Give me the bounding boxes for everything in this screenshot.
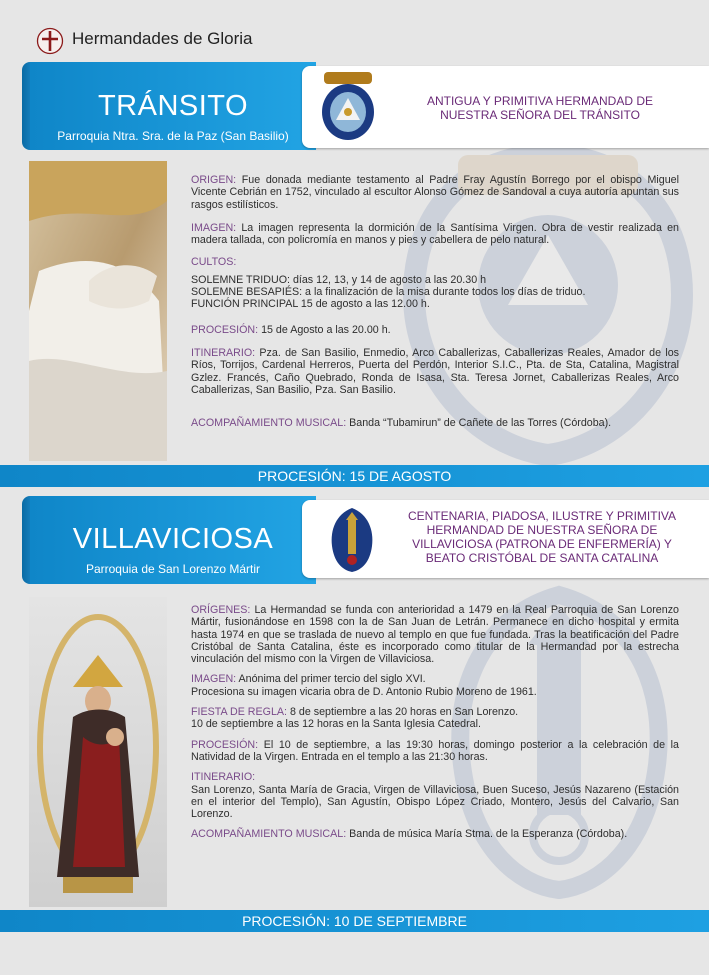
villaviciosa-parish: Parroquia de San Lorenzo Mártir: [85, 562, 261, 576]
villaviciosa-procesion: [191, 739, 679, 764]
transito-parish: Parroquia Ntra. Sra. de la Paz (San Basilio): [57, 129, 289, 143]
villaviciosa-fiesta-2: 10 de septiembre a las 12 horas en la Santa Iglesia Catedral.: [191, 718, 481, 731]
cross-icon: [36, 27, 64, 55]
villaviciosa-procesion-bar: [0, 910, 709, 932]
transito-cultos-1-text: días 12, 13, y 14 de agosto a las 20.30 h: [289, 273, 487, 286]
villaviciosa-procesion-text: El 10 de septiembre, a las 19:30 horas, domingo posterior a la celebración de la Natividad de la Virgen. Entrada en el templo a las 21:30 horas.: [191, 738, 679, 763]
page-title: Hermandades de Gloria: [72, 29, 253, 48]
villaviciosa-card: [302, 500, 709, 578]
transito-card: [302, 66, 709, 148]
villaviciosa-shield-icon: [328, 504, 376, 574]
villaviciosa-imagen-2: Procesiona su imagen vicaria obra de D. Antonio Rubio Moreno de 1961.: [191, 685, 537, 698]
villaviciosa-banner: [30, 496, 316, 584]
transito-cultos-2-label: SOLEMNE BESAPIÉS:: [191, 286, 303, 299]
transito-cultos-1: [191, 274, 679, 286]
transito-cultos-3-label: FUNCIÓN PRINCIPAL: [191, 298, 298, 311]
transito-imagen-label: IMAGEN:: [191, 221, 237, 234]
transito-procesion-label: PROCESIÓN:: [191, 323, 259, 336]
transito-musical-label: ACOMPAÑAMIENTO MUSICAL:: [191, 417, 347, 430]
villaviciosa-fiesta: [191, 706, 679, 718]
transito-shield-icon: [316, 70, 380, 144]
villaviciosa-musical-text: Banda de música María Stma. de la Esperanza (Córdoba).: [346, 828, 628, 841]
transito-procesion-text: 15 de Agosto a las 20.00 h.: [258, 323, 391, 336]
villaviciosa-fiesta-text-1: 8 de septiembre a las 20 horas en San Lorenzo.: [287, 706, 519, 719]
villaviciosa-imagen-label: IMAGEN:: [191, 673, 237, 686]
transito-procesion: [191, 324, 679, 336]
transito-origen-label: ORIGEN:: [191, 174, 237, 186]
transito-cultos-3: [191, 298, 679, 310]
transito-banner: [30, 62, 316, 150]
villaviciosa-origenes-text: La Hermandad se funda con anterioridad a 1479 en la Real Parroquia de San Lorenzo Mártir, fusionándose en 1598 con la de San Juan de Letrán. Permanece en dicho hospital y ermita hasta 1974 en que se traslada de nuevo al templo en que fue fundada. Tras la beatificación del Padre Cristóbal de Santa Catalina, éste es incorporado como titular de la Hermandad por la estrecha vinculación del mismo con la Virgen de Villaviciosa.: [191, 604, 679, 666]
villaviciosa-origenes: [191, 604, 679, 665]
villaviciosa-fiesta-label: FIESTA DE REGLA:: [191, 706, 288, 719]
transito-cultos-3-text: 15 de agosto a las 12.00 h.: [297, 298, 430, 311]
transito-procesion-bar: [0, 465, 709, 487]
transito-itinerario: [191, 347, 679, 396]
villaviciosa-musical-label: ACOMPAÑAMIENTO MUSICAL:: [191, 828, 347, 841]
villaviciosa-itinerario-label: ITINERARIO:: [191, 771, 256, 784]
villaviciosa-origenes-label: ORÍGENES:: [191, 604, 251, 616]
transito-imagen: [191, 222, 679, 247]
villaviciosa-procesion-label: PROCESIÓN:: [191, 738, 259, 751]
transito-name: TRÁNSITO: [97, 90, 249, 122]
villaviciosa-details: [191, 604, 679, 841]
transito-image: [29, 161, 167, 461]
transito-details: [191, 174, 679, 429]
villaviciosa-bar-text: PROCESIÓN: 10 DE SEPTIEMBRE: [242, 913, 467, 929]
transito-bar-text: PROCESIÓN: 15 DE AGOSTO: [257, 468, 452, 484]
villaviciosa-musical: [191, 828, 679, 840]
transito-musical: [191, 417, 679, 429]
transito-cultos-2-text: a la finalización de la misa durante todos los días de triduo.: [302, 286, 586, 299]
transito-cultos-1-label: SOLEMNE TRIDUO:: [191, 273, 290, 286]
transito-musical-text: Banda “Tubamirun” de Cañete de las Torres (Córdoba).: [346, 417, 612, 430]
transito-origen: [191, 174, 679, 211]
villaviciosa-imagen-text-1: Anónima del primer tercio del siglo XVI.: [236, 673, 426, 686]
transito-cultos-label: CULTOS:: [191, 256, 237, 269]
villaviciosa-itinerario: San Lorenzo, Santa María de Gracia, Virgen de Villaviciosa, Buen Suceso, Jesús Nazareno (Estación en el interior del Templo), San Agustín, Obispo López Criado, Montero, Jesús del Calvario, San Lorenzo.: [191, 783, 679, 821]
transito-itinerario-label: ITINERARIO:: [191, 346, 256, 359]
villaviciosa-name: VILLAVICIOSA: [72, 523, 274, 555]
transito-cultos-2: [191, 286, 679, 298]
transito-origen-text: Fue donada mediante testamento al Padre Fray Agustín Borrego por el obispo Miguel Vicente Cebrián en 1752, vinculado al escultor Alonso Gómez de Sandoval a cuya autoría apuntan sus rasgos estilísticos.: [191, 174, 679, 211]
villaviciosa-imagen: [191, 673, 679, 685]
villaviciosa-card-title: CENTENARIA, PIADOSA, ILUSTRE Y PRIMITIVA HERMANDAD DE NUESTRA SEÑORA DE VILLAVICIOSA (PATRONA DE ENFERMERÍA) Y BEATO CRISTÓBAL DE SANTA CATALINA: [407, 509, 677, 565]
transito-card-title: ANTIGUA Y PRIMITIVA HERMANDAD DE NUESTRA SEÑORA DEL TRÁNSITO: [426, 94, 654, 122]
transito-imagen-text: La imagen representa la dormición de la Santísima Virgen. Obra de vestir realizada en madera tallada, con policromía en manos y pies y cabellera de pelo natural.: [191, 221, 679, 247]
transito-itinerario-text: Pza. de San Basilio, Enmedio, Arco Caballerizas, Caballerizas Reales, Amador de los Ríos, Torrijos, Cardenal Herreros, Puerta del Perdón, Interior S.I.C., Pta. de Sta, Catalina, Magistral Gzlez. Francés, Caño Quebrado, Ronda de Isasa, Sta. Teresa Jornet, Caballerizas Reales, Arco Caballerizas, San Basilio, Pza. San Basilio.: [191, 346, 679, 396]
villaviciosa-image: [29, 597, 167, 907]
